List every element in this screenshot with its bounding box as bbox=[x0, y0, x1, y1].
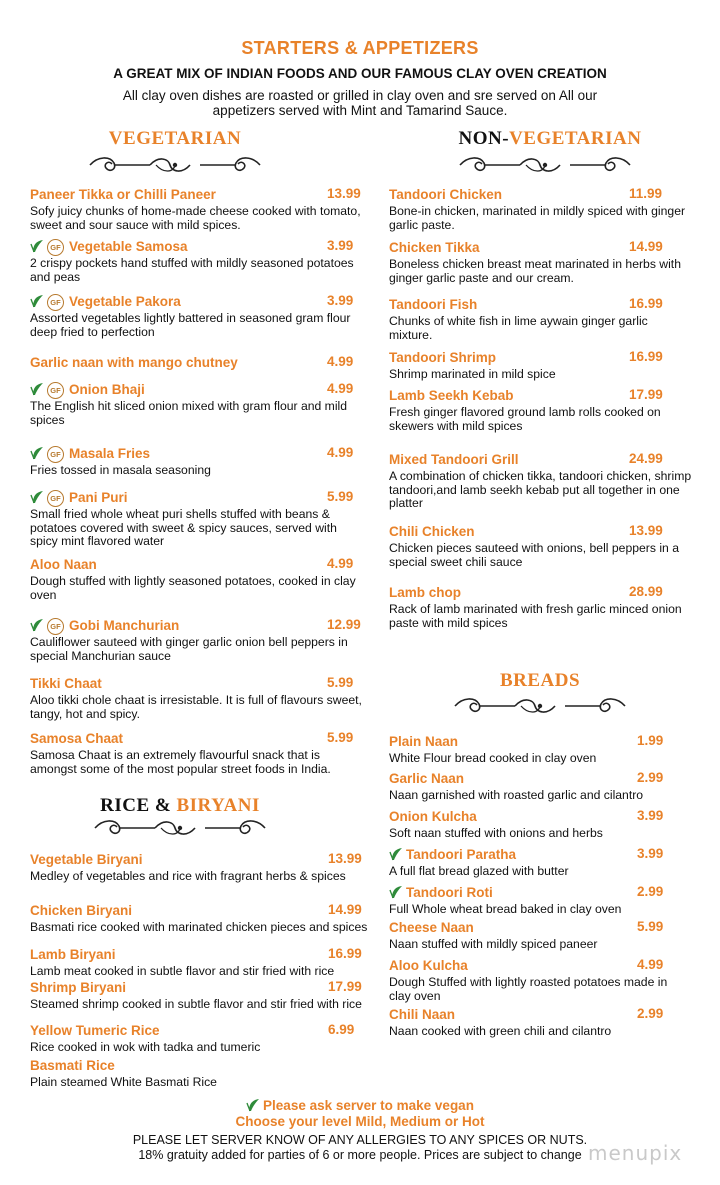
page-title: STARTERS & APPETIZERS bbox=[241, 38, 479, 58]
item-name: Tikki Chaat bbox=[30, 676, 102, 691]
vegetarian-menu-item bbox=[30, 186, 370, 232]
item-description: Soft naan stuffed with onions and herbs bbox=[389, 826, 603, 840]
vegetarian-menu-item bbox=[30, 489, 370, 549]
item-description: Rack of lamb marinated with fresh garlic minced onion paste with mild spices bbox=[389, 602, 682, 630]
gluten-free-badge: GF bbox=[47, 490, 64, 507]
gluten-free-badge: GF bbox=[47, 618, 64, 635]
item-name: Lamb chop bbox=[389, 585, 462, 600]
item-title-line bbox=[30, 186, 370, 204]
item-name: Tandoori Shrimp bbox=[389, 350, 496, 365]
item-description: Aloo tikki chole chaat is irresistable. It is full of flavours sweet, tangy, hot and spicy. bbox=[30, 693, 362, 721]
item-description: Bone-in chicken, marinated in mildly spiced with ginger garlic paste. bbox=[389, 204, 686, 232]
item-price: 3.99 bbox=[327, 293, 354, 308]
item-description: Chicken pieces sauteed with onions, bell peppers in a special sweet chili sauce bbox=[389, 541, 679, 569]
item-price: 4.99 bbox=[327, 381, 354, 396]
item-price: 17.99 bbox=[629, 387, 663, 402]
vegetarian-menu-item bbox=[30, 293, 370, 339]
item-price: 4.99 bbox=[327, 556, 354, 571]
vegan-leaf-icon bbox=[30, 490, 44, 504]
item-name: Lamb Biryani bbox=[30, 947, 116, 962]
item-name: Samosa Chaat bbox=[30, 731, 124, 746]
watermark-text: menupix bbox=[588, 1141, 683, 1165]
item-name: Tandoori Roti bbox=[406, 885, 493, 900]
item-price: 4.99 bbox=[327, 354, 354, 369]
item-price: 12.99 bbox=[327, 617, 361, 632]
bread-menu-item bbox=[389, 733, 689, 766]
breads-heading: BREADS bbox=[499, 670, 581, 691]
item-name: Onion Bhaji bbox=[69, 382, 145, 397]
item-description: Full Whole wheat bread baked in clay oven bbox=[389, 902, 622, 916]
item-price: 4.99 bbox=[637, 957, 664, 972]
intro-text: All clay oven dishes are roasted or grilled in clay oven and sre served on All our appetizers served with Mint and Tamarind Sauce. bbox=[122, 88, 598, 118]
vegan-leaf-icon bbox=[30, 618, 44, 632]
item-price: 3.99 bbox=[637, 808, 664, 823]
nonveg-heading: NON-VEGETARIAN bbox=[458, 128, 642, 149]
item-price: 1.99 bbox=[637, 733, 664, 748]
item-description: Basmati rice cooked with marinated chicken pieces and spices bbox=[30, 920, 368, 934]
vegan-leaf-icon bbox=[30, 294, 44, 308]
item-description: Naan stuffed with mildly spiced paneer bbox=[389, 937, 598, 951]
vegan-leaf-icon bbox=[246, 1098, 260, 1112]
bread-menu-item bbox=[389, 884, 689, 917]
item-price: 13.99 bbox=[328, 851, 362, 866]
allergy-note: PLEASE LET SERVER KNOW OF ANY ALLERGIES TO ANY SPICES OR NUTS. bbox=[132, 1133, 588, 1147]
vegetarian-menu-item bbox=[30, 354, 370, 372]
item-description: Medley of vegetables and rice with fragrant herbs & spices bbox=[30, 869, 346, 883]
item-price: 17.99 bbox=[328, 979, 362, 994]
item-description: Cauliflower sauteed with ginger garlic onion bell peppers in special Manchurian sauce bbox=[30, 635, 348, 663]
item-price: 2.99 bbox=[637, 1006, 664, 1021]
item-title-line bbox=[30, 489, 370, 507]
gratuity-note: 18% gratuity added for parties of 6 or more people. Prices are subject to change bbox=[138, 1148, 582, 1162]
item-title-line bbox=[30, 730, 370, 748]
item-price: 13.99 bbox=[629, 523, 663, 538]
vegan-note: Please ask server to make vegan bbox=[0, 1097, 720, 1115]
ornament-divider-breads bbox=[445, 693, 635, 719]
nonveg-menu-item bbox=[389, 349, 699, 382]
spice-note: Choose your level Mild, Medium or Hot bbox=[235, 1114, 485, 1129]
item-price: 16.99 bbox=[629, 349, 663, 364]
item-name: Pani Puri bbox=[69, 490, 128, 505]
item-price: 5.99 bbox=[637, 919, 664, 934]
item-title-line bbox=[30, 556, 370, 574]
item-description: Boneless chicken breast meat marinated in herbs with ginger garlic paste and our cream. bbox=[389, 257, 681, 285]
item-description: Fries tossed in masala seasoning bbox=[30, 463, 211, 477]
vegan-leaf-icon bbox=[389, 885, 403, 899]
item-price: 6.99 bbox=[328, 1022, 355, 1037]
item-name: Shrimp Biryani bbox=[30, 980, 127, 995]
item-name: Masala Fries bbox=[69, 446, 151, 461]
item-name: Chili Naan bbox=[389, 1007, 456, 1022]
item-description: Naan garnished with roasted garlic and cilantro bbox=[389, 788, 644, 802]
item-description: 2 crispy pockets hand stuffed with mildly seasoned potatoes and peas bbox=[30, 256, 354, 284]
item-name: Cheese Naan bbox=[389, 920, 474, 935]
item-price: 24.99 bbox=[629, 451, 663, 466]
item-name: Garlic Naan bbox=[389, 771, 465, 786]
vegetarian-menu-item bbox=[30, 617, 370, 663]
item-description: White Flour bread cooked in clay oven bbox=[389, 751, 597, 765]
item-description: Samosa Chaat is an extremely flavourful snack that is amongst some of the most popular street foods in India. bbox=[30, 748, 331, 776]
item-description: Small fried whole wheat puri shells stuffed with beans & potatoes covered with sweet & spicy sauces, served with spicy mint flavored water bbox=[30, 507, 337, 548]
item-title-line bbox=[30, 675, 370, 693]
rice-menu-item bbox=[30, 946, 380, 979]
item-description: Plain steamed White Basmati Rice bbox=[30, 1075, 217, 1089]
item-name: Aloo Naan bbox=[30, 557, 97, 572]
item-name: Chicken Biryani bbox=[30, 903, 133, 918]
item-description: Assorted vegetables lightly battered in seasoned gram flour deep fried to perfection bbox=[30, 311, 351, 339]
item-name: Gobi Manchurian bbox=[69, 618, 180, 633]
item-price: 5.99 bbox=[327, 675, 354, 690]
item-description: Lamb meat cooked in subtle flavor and stir fried with rice bbox=[30, 964, 335, 978]
item-name: Vegetable Samosa bbox=[69, 239, 188, 254]
item-name: Basmati Rice bbox=[30, 1058, 115, 1073]
rice-heading: RICE & BIRYANI bbox=[100, 795, 260, 816]
item-name: Tandoori Fish bbox=[389, 297, 478, 312]
item-description: Naan cooked with green chili and cilantro bbox=[389, 1024, 612, 1038]
nonveg-menu-item bbox=[389, 239, 699, 285]
vegetarian-menu-item bbox=[30, 381, 370, 427]
item-price: 13.99 bbox=[327, 186, 361, 201]
vegan-leaf-icon bbox=[30, 239, 44, 253]
nonveg-menu-item bbox=[389, 387, 699, 433]
item-price: 28.99 bbox=[629, 584, 663, 599]
ornament-divider-rice bbox=[85, 815, 275, 841]
item-price: 14.99 bbox=[328, 902, 362, 917]
ornament-divider-nonveg bbox=[450, 152, 640, 178]
gluten-free-badge: GF bbox=[47, 382, 64, 399]
item-name: Mixed Tandoori Grill bbox=[389, 452, 519, 467]
item-price: 16.99 bbox=[328, 946, 362, 961]
rice-menu-item bbox=[30, 1022, 380, 1055]
item-description: Sofy juicy chunks of home-made cheese cooked with tomato, sweet and sour sauce with mild spices. bbox=[30, 204, 361, 232]
ornament-divider-vegetarian bbox=[80, 152, 270, 178]
item-price: 4.99 bbox=[327, 445, 354, 460]
item-description: A combination of chicken tikka, tandoori chicken, shrimp tandoori,and lamb seekh kebab put all together in one platter bbox=[389, 469, 692, 510]
item-description: Shrimp marinated in mild spice bbox=[389, 367, 556, 381]
item-price: 2.99 bbox=[637, 770, 664, 785]
nonveg-menu-item bbox=[389, 296, 699, 342]
vegetarian-menu-item bbox=[30, 730, 370, 776]
vegetarian-menu-item bbox=[30, 675, 370, 721]
item-description: A full flat bread glazed with butter bbox=[389, 864, 569, 878]
vegetarian-menu-item bbox=[30, 556, 370, 602]
gluten-free-badge: GF bbox=[47, 239, 64, 256]
item-description: Fresh ginger flavored ground lamb rolls cooked on skewers with mild spices bbox=[389, 405, 661, 433]
bread-menu-item bbox=[389, 919, 689, 952]
bread-menu-item bbox=[389, 808, 689, 841]
item-name: Chicken Tikka bbox=[389, 240, 480, 255]
item-name: Yellow Tumeric Rice bbox=[30, 1023, 160, 1038]
vegetarian-heading: VEGETARIAN bbox=[108, 128, 242, 149]
vegan-leaf-icon bbox=[30, 446, 44, 460]
nonveg-menu-item bbox=[389, 523, 699, 569]
page-subtitle: A GREAT MIX OF INDIAN FOODS AND OUR FAMOUS CLAY OVEN CREATION bbox=[113, 66, 607, 81]
vegan-leaf-icon bbox=[30, 382, 44, 396]
item-name: Vegetable Biryani bbox=[30, 852, 143, 867]
gluten-free-badge: GF bbox=[47, 446, 64, 463]
nonveg-menu-item bbox=[389, 186, 699, 232]
rice-menu-item bbox=[30, 851, 380, 884]
item-description: Chunks of white fish in lime aywain ginger garlic mixture. bbox=[389, 314, 648, 342]
item-title-line bbox=[30, 617, 370, 635]
rice-menu-item bbox=[30, 1057, 380, 1090]
rice-menu-item bbox=[30, 902, 380, 935]
rice-menu-item bbox=[30, 979, 380, 1012]
item-title-line bbox=[30, 354, 370, 372]
nonveg-menu-item bbox=[389, 584, 699, 630]
item-title-line bbox=[30, 293, 370, 311]
bread-menu-item bbox=[389, 846, 689, 879]
item-name: Aloo Kulcha bbox=[389, 958, 468, 973]
item-price: 16.99 bbox=[629, 296, 663, 311]
item-description: Steamed shrimp cooked in subtle flavor and stir fried with rice bbox=[30, 997, 362, 1011]
item-description: The English hit sliced onion mixed with gram flour and mild spices bbox=[30, 399, 348, 427]
item-title-line bbox=[30, 238, 370, 256]
item-name: Tandoori Paratha bbox=[406, 847, 517, 862]
item-name: Lamb Seekh Kebab bbox=[389, 388, 514, 403]
item-description: Dough stuffed with lightly seasoned potatoes, cooked in clay oven bbox=[30, 574, 356, 602]
item-title-line bbox=[30, 1057, 380, 1075]
nonveg-menu-item bbox=[389, 451, 699, 511]
gluten-free-badge: GF bbox=[47, 294, 64, 311]
item-name: Chili Chicken bbox=[389, 524, 475, 539]
item-price: 3.99 bbox=[637, 846, 664, 861]
item-price: 5.99 bbox=[327, 489, 354, 504]
item-name: Vegetable Pakora bbox=[69, 294, 181, 309]
item-name: Plain Naan bbox=[389, 734, 459, 749]
item-price: 14.99 bbox=[629, 239, 663, 254]
item-name: Onion Kulcha bbox=[389, 809, 477, 824]
bread-menu-item bbox=[389, 770, 689, 803]
vegan-leaf-icon bbox=[389, 847, 403, 861]
item-description: Rice cooked in wok with tadka and tumeric bbox=[30, 1040, 261, 1054]
item-price: 5.99 bbox=[327, 730, 354, 745]
item-price: 2.99 bbox=[637, 884, 664, 899]
item-price: 11.99 bbox=[629, 186, 663, 201]
item-name: Paneer Tikka or Chilli Paneer bbox=[30, 187, 216, 202]
bread-menu-item bbox=[389, 957, 689, 1003]
item-name: Garlic naan with mango chutney bbox=[30, 355, 238, 370]
bread-menu-item bbox=[389, 1006, 689, 1039]
item-title-line bbox=[30, 445, 370, 463]
vegetarian-menu-item bbox=[30, 445, 370, 478]
item-name: Tandoori Chicken bbox=[389, 187, 503, 202]
vegetarian-menu-item bbox=[30, 238, 370, 284]
item-title-line bbox=[30, 381, 370, 399]
item-price: 3.99 bbox=[327, 238, 354, 253]
item-description: Dough Stuffed with lightly roasted potatoes made in clay oven bbox=[389, 975, 668, 1003]
